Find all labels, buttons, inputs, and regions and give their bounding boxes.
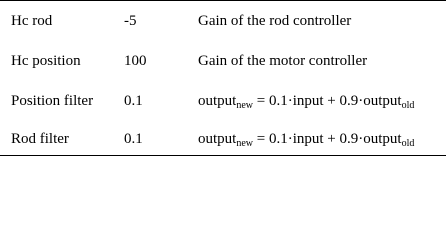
param-name: Hc rod [11, 13, 53, 29]
param-description: Gain of the rod controller [198, 13, 352, 29]
formula-lhs: output [198, 93, 237, 109]
formula-body: = 0.1·input + 0.9·output [253, 93, 402, 109]
param-name: Hc position [11, 53, 81, 69]
param-value: 0.1 [124, 131, 143, 147]
formula-rhs-subscript: old [401, 138, 415, 149]
param-formula [198, 92, 414, 110]
table-row-hc-position [0, 52, 446, 76]
param-value: 0.1 [124, 93, 143, 109]
formula-rhs-subscript: old [401, 100, 415, 111]
param-name: Position filter [11, 93, 94, 109]
param-formula [198, 130, 414, 148]
table-row-hc-rod [0, 12, 446, 36]
param-value: -5 [124, 13, 137, 29]
formula-lhs: output [198, 131, 237, 147]
table-top-rule [0, 0, 446, 1]
formula-lhs-subscript: new [236, 138, 254, 149]
param-value: 100 [124, 53, 147, 69]
formula-body: = 0.1·input + 0.9·output [253, 131, 402, 147]
param-description: Gain of the motor controller [198, 53, 368, 69]
param-name: Rod filter [11, 131, 69, 147]
table-row-position-filter [0, 92, 446, 116]
table-row-rod-filter [0, 130, 446, 154]
table-bottom-rule [0, 155, 446, 156]
formula-lhs-subscript: new [236, 100, 254, 111]
